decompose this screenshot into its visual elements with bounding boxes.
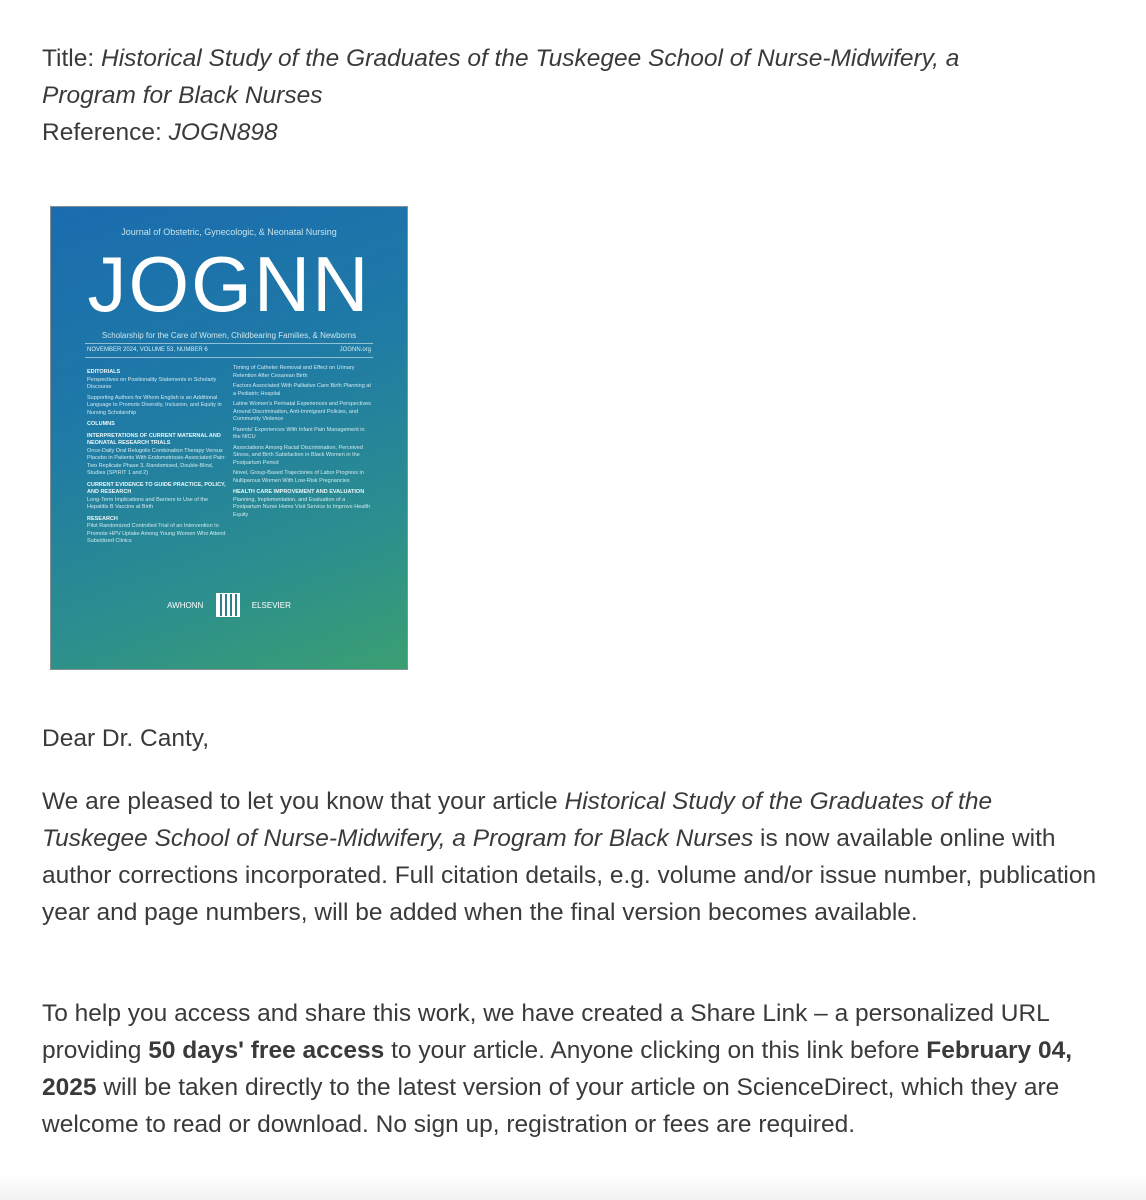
cover-toc-item: Long-Term Implications and Barriers to Use of the Hepatitis B Vaccine at Birth [87,496,209,510]
reference-line [42,114,1102,151]
cover-toc-item: Perspectives on Positionality Statements in Scholarly Discourse [87,376,217,390]
article-title: Historical Study of the Graduates of the Tuskegee School of Nurse-Midwifery, a [101,45,960,72]
para1-article-title: Historical Study of the Graduates of the Tuskegee School of Nurse-Midwifery, a Program for Black Nurses [42,788,993,852]
awhonn-logo: AWHONN [167,600,204,610]
cover-toc-heading: EDITORIALS [87,369,121,375]
greeting: Dear Dr. Canty, [42,725,210,752]
para1-text-end: is now available online with author corrections incorporated. Full citation details, e.g. volume and/or issue number, publication year and page numbers, will be added when the final version becomes available. [42,825,1097,926]
cover-toc-item: Once-Daily Oral Relugolix Combination Therapy Versus Placebo in Patients With Endometriosis-Associated Pain: Two Replicate Phase 3, Randomised, Double-Blind, Studies (SPIRIT 1 and 2) [87,447,226,476]
cover-issue: NOVEMBER 2024, VOLUME 53, NUMBER 6 [87,347,208,353]
reference-value: JOGN898 [168,119,278,146]
cover-toc-item: Planning, Implementation, and Evaluation of a Postpartum Nurse Home Visit Service to Improve Health Equity [233,496,371,518]
cover-logo: JOGNN [87,240,371,328]
para2-text: To help you access and share this work, we have created a Share Link – a personalized URL providing [42,1000,1049,1064]
cover-subtitle: Scholarship for the Care of Women, Childbearing Families, & Newborns [101,331,357,340]
cover-toc-heading: CURRENT EVIDENCE TO GUIDE PRACTICE, POLICY, AND RESEARCH [87,481,226,495]
elsevier-logo: ELSEVIER [251,600,291,610]
free-access-duration: 50 days' free access [148,1037,385,1064]
cover-toc-heading: RESEARCH [87,515,118,522]
title-label: Title: [42,45,95,72]
cover-toc-item: Associations Among Racial Discrimination, Perceived Stress, and Birth Satisfaction in Black Women in the Postpartum Period [233,444,363,466]
cover-publishers [51,593,407,617]
para2-text-mid: to your article. Anyone clicking on this link before [384,1037,927,1064]
cover-toc-right [233,365,373,522]
title-line [42,40,1102,114]
cover-toc-heading: COLUMNS [87,421,115,427]
cover-toc-heading: HEALTH CARE IMPROVEMENT AND EVALUATION [233,489,365,495]
para1-text: We are pleased to let you know that your article [42,788,565,815]
reference-label: Reference: [42,119,162,146]
paragraph-share-link [42,995,1102,1143]
cover-toc-left [87,365,227,549]
cover-toc-item: Pilot Randomized Controlled Trial of an Intervention to Promote HPV Uptake Among Young Women Who Attend Subsidized Clinics [87,523,226,544]
cover-toc-item: Factors Associated With Palliative Care Birth Planning at a Pediatric Hospital [233,383,371,397]
expiry-date: February 04, 2025 [42,1037,1073,1101]
journal-cover-image [50,206,408,670]
cover-toc-item: Latine Women's Perinatal Experiences and Perspectives Around Discrimination, Anti-Immigrant Policies, and Community Violence [233,401,371,422]
cover-toc-item: Parents' Experiences With Infant Pain Management in the NICU [233,426,365,440]
article-title-cont: Program for Black Nurses [42,82,323,109]
cover-toc-heading: INTERPRETATIONS OF CURRENT MATERNAL AND NEONATAL RESEARCH TRIALS [87,432,221,446]
cover-rule [85,343,373,344]
cover-journal-name: Journal of Obstetric, Gynecologic, & Neonatal Nursing [121,227,337,237]
cover-toc-item: Timing of Catheter Removal and Effect on Urinary Retention After Cesarean Birth [233,365,355,379]
bottom-fade [0,1174,1146,1200]
para2-text-end: will be taken directly to the latest version of your article on ScienceDirect, which they are welcome to read or download. No sign up, registration or fees are required. [42,1074,1060,1138]
cover-toc-item: Novel, Group-Based Trajectories of Labor Progress in Nulliparous Women With Low-Risk Pregnancies [233,470,364,484]
cover-rule [85,357,373,358]
email-header [42,40,1102,151]
cover-code: JOGNN.org [339,347,371,353]
paragraph-availability [42,783,1102,931]
cover-toc-item: Supporting Authors for Whom English is an Additional Language to Promote Diversity, Inclusion, and Equity in Nursing Scholarship [87,394,222,416]
qr-code-icon [216,593,240,617]
